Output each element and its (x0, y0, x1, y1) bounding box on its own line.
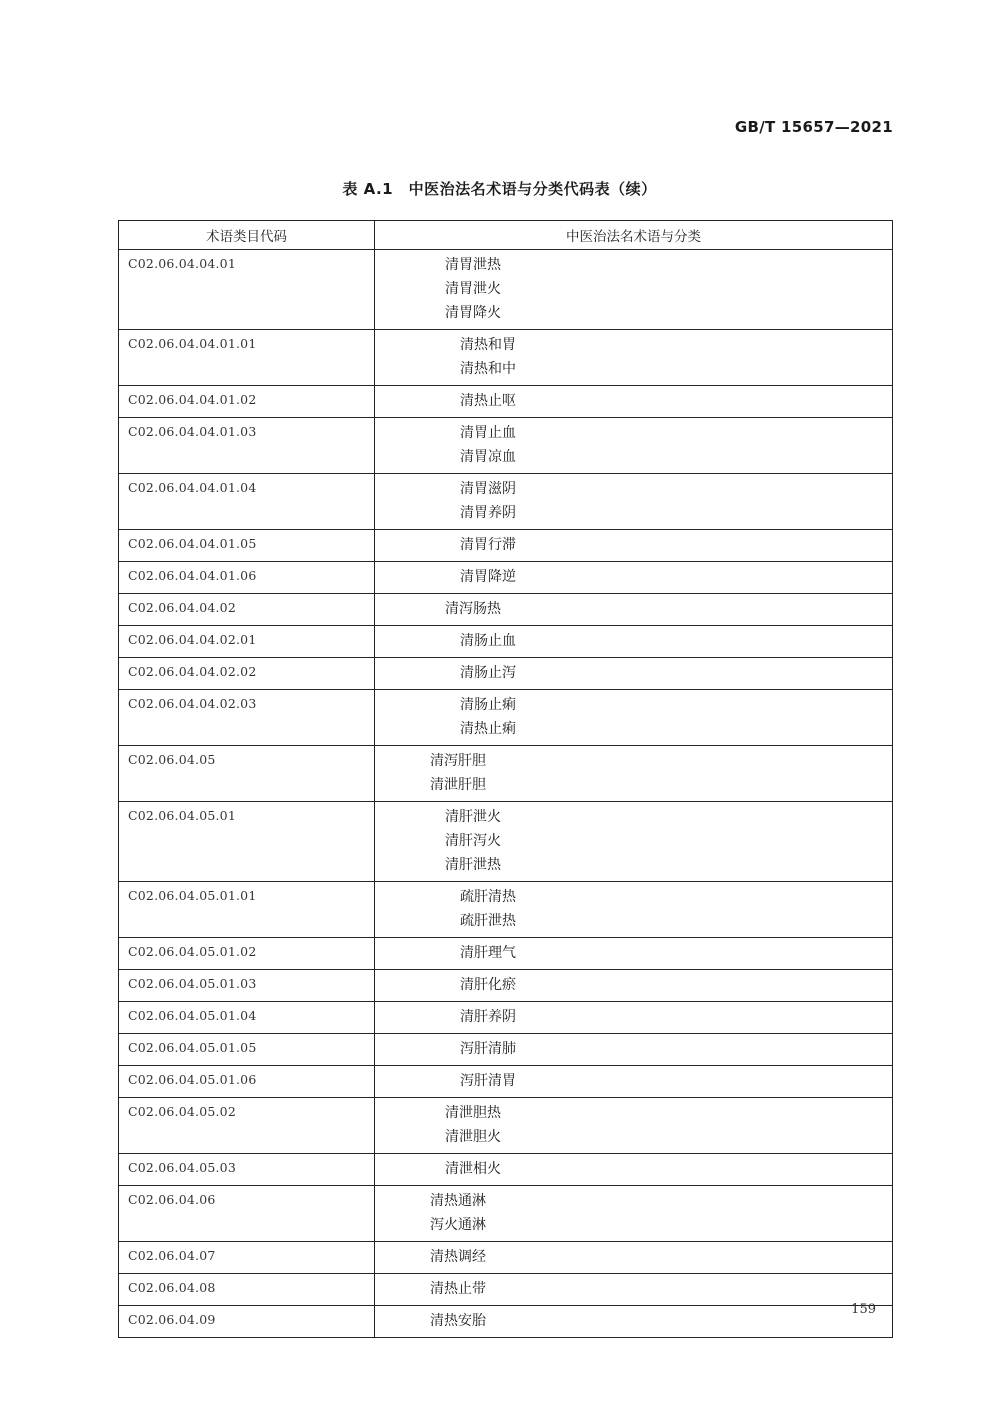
term-name: 疏肝清热 (460, 889, 516, 905)
category-code: C02.06.04.04.02 (119, 594, 375, 626)
column-header-terms: 中医治法名术语与分类 (375, 221, 893, 250)
term-name: 清泄相火 (445, 1161, 501, 1177)
term-name: 清热安胎 (430, 1313, 486, 1329)
table-row (119, 1066, 893, 1098)
term-name: 清肠止血 (460, 633, 516, 649)
terms-cell (375, 626, 893, 658)
column-header-code: 术语类目代码 (119, 221, 375, 250)
terms-cell (375, 1098, 893, 1154)
table-body (119, 250, 893, 1338)
term-name: 清热止带 (430, 1281, 486, 1297)
category-code: C02.06.04.05.01.04 (119, 1002, 375, 1034)
term-name: 清热调经 (430, 1249, 486, 1265)
terms-cell (375, 530, 893, 562)
table-row (119, 690, 893, 746)
table-row (119, 474, 893, 530)
table-row (119, 970, 893, 1002)
term-name: 清肠止痢 (460, 697, 516, 713)
table-row (119, 418, 893, 474)
term-name: 疏肝泄热 (460, 913, 516, 929)
category-code: C02.06.04.04.01.02 (119, 386, 375, 418)
term-name: 清肝泄火 (445, 809, 501, 825)
standard-number: GB/T 15657—2021 (734, 118, 893, 136)
category-code: C02.06.04.05.01.01 (119, 882, 375, 938)
category-code: C02.06.04.06 (119, 1186, 375, 1242)
term-name: 清肝养阴 (460, 1009, 516, 1025)
term-name: 清胃止血 (460, 425, 516, 441)
term-name: 清胃滋阴 (460, 481, 516, 497)
terms-cell (375, 658, 893, 690)
term-name: 清肝理气 (460, 945, 516, 961)
terms-cell (375, 970, 893, 1002)
term-name: 清肝泄热 (445, 857, 501, 873)
term-name: 清热通淋 (430, 1193, 486, 1209)
table-row (119, 802, 893, 882)
terms-cell (375, 1034, 893, 1066)
table-row (119, 1098, 893, 1154)
term-name: 清胃凉血 (460, 449, 516, 465)
terms-cell (375, 1306, 893, 1338)
table-header-row (119, 221, 893, 250)
table-row (119, 250, 893, 330)
term-name: 泻肝清肺 (460, 1041, 516, 1057)
terms-cell (375, 746, 893, 802)
terms-cell (375, 802, 893, 882)
terms-cell (375, 594, 893, 626)
category-code: C02.06.04.04.01.05 (119, 530, 375, 562)
term-name: 清胃行滞 (460, 537, 516, 553)
term-name: 清热止呕 (460, 393, 516, 409)
table-row (119, 330, 893, 386)
term-classification-table (118, 220, 893, 1338)
table-title: 表 A.1 中医治法名术语与分类代码表（续） (342, 180, 657, 198)
category-code: C02.06.04.05.01 (119, 802, 375, 882)
term-name: 清肠止泻 (460, 665, 516, 681)
table-row (119, 1154, 893, 1186)
term-name: 清胃养阴 (460, 505, 516, 521)
terms-cell (375, 690, 893, 746)
table-row (119, 1306, 893, 1338)
table-row (119, 1274, 893, 1306)
table-row (119, 746, 893, 802)
terms-cell (375, 882, 893, 938)
terms-cell (375, 474, 893, 530)
page-number: 159 (851, 1302, 876, 1317)
term-name: 清胃降火 (445, 305, 501, 321)
category-code: C02.06.04.04.01 (119, 250, 375, 330)
category-code: C02.06.04.05.03 (119, 1154, 375, 1186)
category-code: C02.06.04.08 (119, 1274, 375, 1306)
category-code: C02.06.04.09 (119, 1306, 375, 1338)
category-code: C02.06.04.04.02.03 (119, 690, 375, 746)
term-name: 泻肝清胃 (460, 1073, 516, 1089)
category-code: C02.06.04.04.02.02 (119, 658, 375, 690)
category-code: C02.06.04.04.01.03 (119, 418, 375, 474)
table-row (119, 938, 893, 970)
table-row (119, 1242, 893, 1274)
terms-cell (375, 386, 893, 418)
category-code: C02.06.04.04.02.01 (119, 626, 375, 658)
category-code: C02.06.04.05.01.05 (119, 1034, 375, 1066)
table-row (119, 1186, 893, 1242)
table-row (119, 882, 893, 938)
category-code: C02.06.04.05.01.02 (119, 938, 375, 970)
term-name: 清胃降逆 (460, 569, 516, 585)
terms-cell (375, 1154, 893, 1186)
term-name: 泻火通淋 (430, 1217, 486, 1233)
term-name: 清胃泄火 (445, 281, 501, 297)
terms-cell (375, 562, 893, 594)
category-code: C02.06.04.05 (119, 746, 375, 802)
table-row (119, 626, 893, 658)
category-code: C02.06.04.05.01.06 (119, 1066, 375, 1098)
terms-cell (375, 330, 893, 386)
category-code: C02.06.04.04.01.04 (119, 474, 375, 530)
term-name: 清肝泻火 (445, 833, 501, 849)
term-name: 清热和胃 (460, 337, 516, 353)
category-code: C02.06.04.04.01.01 (119, 330, 375, 386)
term-name: 清热止痢 (460, 721, 516, 737)
term-name: 清胃泄热 (445, 257, 501, 273)
term-name: 清泻肝胆 (430, 753, 486, 769)
terms-cell (375, 1242, 893, 1274)
terms-cell (375, 418, 893, 474)
terms-cell (375, 250, 893, 330)
category-code: C02.06.04.07 (119, 1242, 375, 1274)
table-row (119, 530, 893, 562)
terms-cell (375, 1002, 893, 1034)
terms-cell (375, 1066, 893, 1098)
table-row (119, 562, 893, 594)
term-name: 清泄胆火 (445, 1129, 501, 1145)
terms-cell (375, 938, 893, 970)
table-row (119, 1002, 893, 1034)
term-name: 清肝化瘀 (460, 977, 516, 993)
term-name: 清泻肠热 (445, 601, 501, 617)
term-name: 清热和中 (460, 361, 516, 377)
category-code: C02.06.04.04.01.06 (119, 562, 375, 594)
table-row (119, 594, 893, 626)
category-code: C02.06.04.05.01.03 (119, 970, 375, 1002)
term-name: 清泄胆热 (445, 1105, 501, 1121)
terms-cell (375, 1274, 893, 1306)
category-code: C02.06.04.05.02 (119, 1098, 375, 1154)
terms-cell (375, 1186, 893, 1242)
term-name: 清泄肝胆 (430, 777, 486, 793)
table-row (119, 1034, 893, 1066)
table-row (119, 658, 893, 690)
table-row (119, 386, 893, 418)
